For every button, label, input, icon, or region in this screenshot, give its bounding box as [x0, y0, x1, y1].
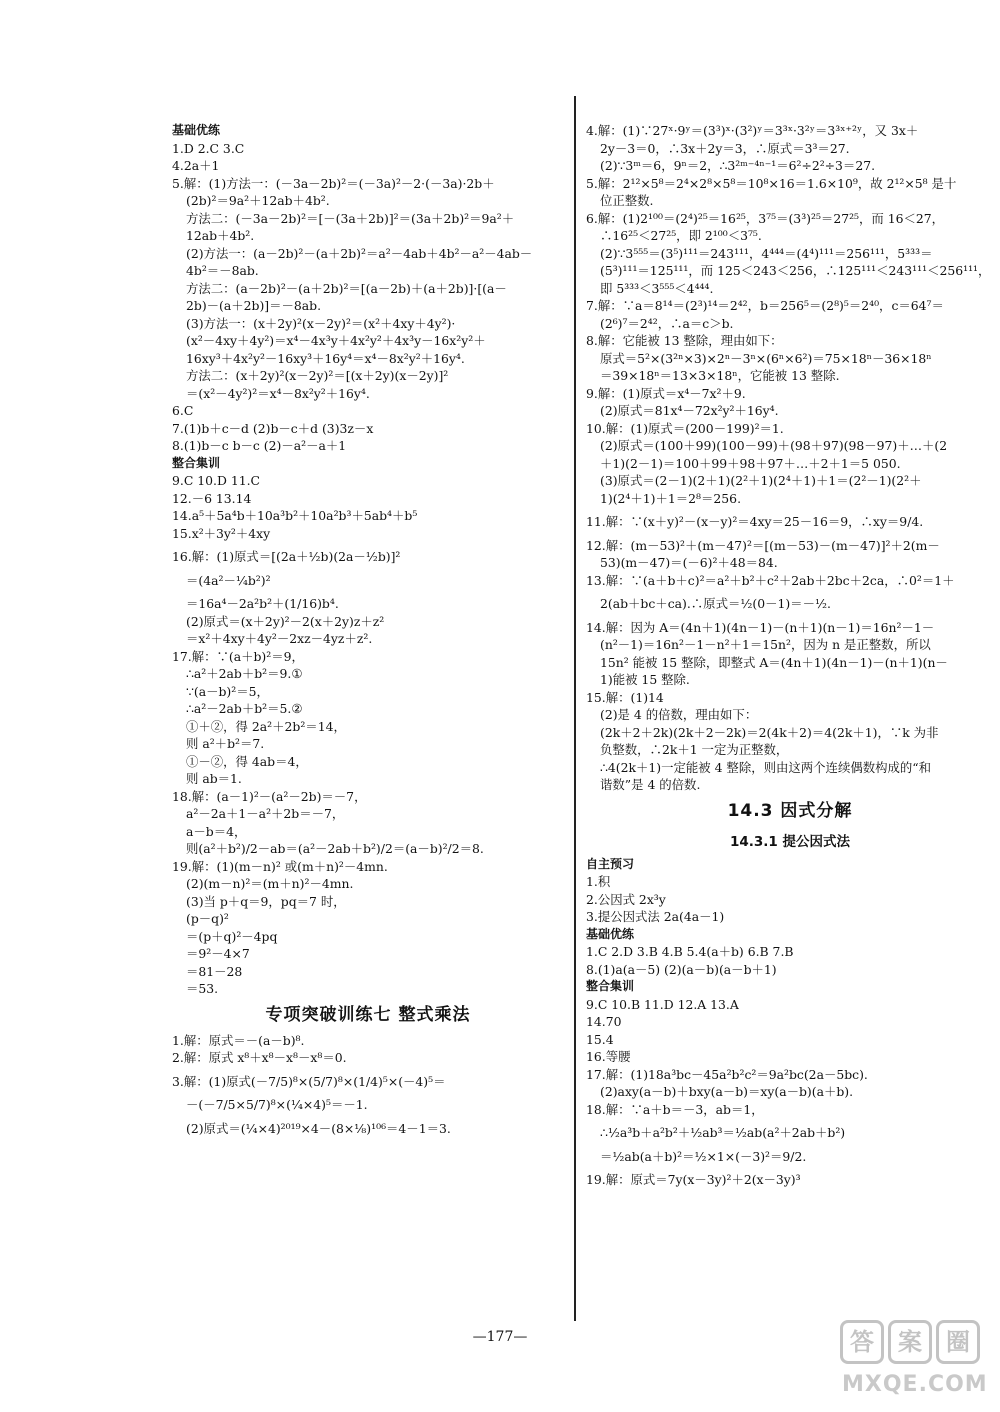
text-line: 7.(1)b＋c－d (2)b－c＋d (3)3z－x	[172, 420, 374, 436]
left-column	[172, 122, 564, 1137]
text-line: 1)(2⁴＋1)＋1＝2⁸＝256.	[600, 490, 742, 506]
text-line: 13.解：∵(a＋b＋c)²＝a²＋b²＋c²＋2ab＋2bc＋2ca，∴0²＝1＋	[586, 572, 955, 588]
text-line: 17.解：∵(a＋b)²＝9，	[172, 648, 304, 664]
text-line: (2k＋2＋2k)(2k＋2－2k)＝2(4k＋2)＝4(2k＋1)，∵k 为非	[600, 724, 939, 740]
text-line: ＋1)(2－1)＝100＋99＋98＋97＋…＋2＋1＝5 050.	[600, 455, 901, 471]
text-line: 2b)－(a＋2b)]＝－8ab.	[186, 298, 322, 313]
watermark-url: MXQE.COM	[842, 1372, 988, 1397]
text-line: 8.解：它能被 13 整除，理由如下：	[586, 333, 783, 348]
section-title: 14.3 因式分解	[727, 800, 853, 821]
text-line: 15.4	[586, 1031, 614, 1047]
text-line: 2.公因式 2x³y	[586, 891, 666, 907]
text-line: 方法二：(－3a－2b)²＝[－(3a＋2b)]²＝(3a＋2b)²＝9a²＋	[186, 210, 515, 226]
text-line: 4.2a＋1	[172, 158, 220, 173]
text-line: ∴16²⁵＜27²⁵，即 2¹⁰⁰＜3⁷⁵.	[600, 228, 762, 243]
text-line: ＝9²－4×7	[186, 946, 250, 961]
section-heading: 基础优练	[586, 926, 635, 941]
text-line: ＝(x²－4y²)²＝x⁴－8x²y²＋16y⁴.	[186, 385, 370, 401]
text-line: (2)(m－n)²＝(m＋n)²－4mn.	[186, 876, 354, 891]
text-line: (p－q)²	[186, 911, 229, 926]
text-line: ＝½ab(a＋b)²＝½×1×(－3)²＝9/2.	[600, 1148, 807, 1164]
text-line: ＝81－28	[186, 963, 243, 979]
text-line: 位正整数.	[600, 193, 654, 208]
text-line: ＝16a⁴－2a²b²＋(1/16)b⁴.	[186, 596, 339, 611]
text-line: 1.解：原式＝－(a－b)⁸.	[172, 1032, 305, 1048]
right-column	[586, 122, 994, 1189]
text-line: 19.解：原式＝7y(x－3y)²＋2(x－3y)³	[586, 1172, 801, 1187]
text-line: 11.解：∵(x＋y)²－(x－y)²＝4xy＝25－16＝9，∴xy＝9/4.	[586, 514, 924, 529]
text-line: (3)原式＝(2－1)(2＋1)(2²＋1)(2⁴＋1)＋1＝(2²－1)(2²＋	[600, 473, 922, 488]
text-line: 16xy³＋4x²y²－16xy³＋16y⁴＝x⁴－8x²y²＋16y⁴.	[186, 350, 465, 366]
text-line: ＝x²＋4xy＋4y²－2xz－4yz＋z².	[186, 631, 373, 646]
text-line: 1.C 2.D 3.B 4.B 5.4(a＋b) 6.B 7.B	[586, 944, 794, 959]
text-line: ＝39×18ⁿ＝13×3×18ⁿ，它能被 13 整除.	[600, 368, 840, 383]
text-line: (2⁶)⁷＝2⁴²，∴a＝c＞b.	[600, 315, 734, 331]
text-line: 19.解：(1)(m－n)² 或(m＋n)²－4mn.	[172, 858, 388, 874]
text-line: 8.(1)a(a－5) (2)(a－b)(a－b＋1)	[586, 961, 777, 977]
text-line: 2y－3＝0，∴3x＋2y＝3，∴原式＝3³＝27.	[600, 140, 850, 156]
column-divider	[574, 96, 576, 1321]
text-line: 8.(1)b－c b－c (2)－a²－a＋1	[172, 438, 347, 453]
text-line: 18.解：∵a＋b＝－3，ab＝1，	[586, 1101, 764, 1117]
text-line: ∴a²＋2ab＋b²＝9.①	[186, 666, 303, 681]
text-line: 12.－6 13.14	[172, 490, 252, 506]
text-line: (2)原式＝(x＋2y)²－2(x＋2y)z＋z²	[186, 613, 385, 629]
text-line: 1.积	[586, 874, 611, 889]
watermark-logo	[838, 1316, 996, 1408]
text-line: 4.解：(1)∵27ˣ·9ʸ＝(3³)ˣ·(3²)ʸ＝3³ˣ·3²ʸ＝3³ˣ⁺²ʸ，又 3x＋	[586, 123, 919, 138]
text-line: 3.解：(1)原式(－7/5)⁸×(5/7)⁸×(1/4)⁵×(－4)⁵＝	[172, 1073, 446, 1089]
text-line: 9.解：(1)原式＝x⁴－7x²＋9.	[586, 385, 746, 401]
text-line: a²－2a＋1－a²＋2b＝－7，	[186, 806, 345, 821]
text-line: (x²－4xy＋4y²)＝x⁴－4x³y＋4x²y²＋4x³y－16x²y²＋	[186, 333, 486, 348]
text-line: 则(a²＋b²)/2－ab＝(a²－2ab＋b²)/2＝(a－b)²/2＝8.	[186, 841, 484, 856]
text-line: (2)原式＝81x⁴－72x²y²＋16y⁴.	[600, 403, 779, 418]
section-title: 专项突破训练七 整式乘法	[265, 1004, 471, 1025]
section-heading: 基础优练	[172, 123, 221, 137]
text-line: 原式＝5²×(3²ⁿ×3)×2ⁿ－3ⁿ×(6ⁿ×6²)＝75×18ⁿ－36×18ⁿ	[600, 350, 932, 366]
text-line: 9.C 10.D 11.C	[172, 473, 261, 488]
text-line: 16.解：(1)原式＝[(2a＋½b)(2a－½b)]²	[172, 549, 401, 564]
text-line: 方法二：(a－2b)²－(a＋2b)²＝[(a－2b)＋(a＋2b)]·[(a－	[186, 280, 507, 296]
text-line: 1)能被 15 整除.	[600, 672, 690, 687]
text-line: ∴4(2k＋1)一定能被 4 整除，则由这两个连续偶数构成的“和	[600, 759, 932, 775]
text-line: (2)∵3⁵⁵⁵＝(3⁵)¹¹¹＝243¹¹¹，4⁴⁴⁴＝(4⁴)¹¹¹＝256¹¹¹，5³³³＝	[600, 245, 933, 261]
text-line: 14.70	[586, 1014, 622, 1029]
text-line: 15.解：(1)14	[586, 689, 664, 705]
text-line: (2)∵3ᵐ＝6，9ⁿ＝2，∴3²ᵐ⁻⁴ⁿ⁻¹＝6²÷2²÷3＝27.	[600, 158, 876, 173]
text-line: ＝(p＋q)²－4pq	[186, 928, 278, 944]
text-line: (3)方法一：(x＋2y)²(x－2y)²＝(x²＋4xy＋4y²)·	[186, 315, 456, 331]
text-line: 即 5³³³＜3⁵⁵⁵＜4⁴⁴⁴.	[600, 280, 714, 296]
text-line: (2)原式＝(¼×4)²⁰¹⁹×4－(8×⅛)¹⁰⁶＝4－1＝3.	[186, 1120, 451, 1136]
text-line: (2)axy(a－b)＋bxy(a－b)＝xy(a－b)(a＋b).	[600, 1084, 854, 1099]
text-line: (2)原式＝(100＋99)(100－99)＋(98＋97)(98－97)＋…＋(2	[600, 438, 948, 453]
text-line: 18.解：(a－1)²－(a²－2b)＝－7，	[172, 788, 367, 804]
watermark-char: 答	[840, 1320, 884, 1364]
text-line: 6.C	[172, 403, 194, 418]
text-line: 9.C 10.B 11.D 12.A 13.A	[586, 996, 739, 1012]
text-line: 方法二：(x＋2y)²(x－2y)²＝[(x＋2y)(x－2y)]²	[186, 368, 449, 383]
text-line: (3)当 p＋q＝9，pq＝7 时，	[186, 893, 346, 909]
watermark-char: 案	[888, 1320, 932, 1364]
text-line: ∴½a³b＋a²b²＋½ab³＝½ab(a²＋2ab＋b²)	[600, 1125, 846, 1140]
text-line: 4b²＝－8ab.	[186, 263, 259, 278]
text-line: 1.D 2.C 3.C	[172, 140, 245, 156]
text-line: ∵(a－b)²＝5，	[186, 683, 269, 699]
section-heading: 整合集训	[586, 979, 635, 993]
text-line: a－b＝4，	[186, 823, 247, 839]
text-line: 负整数，∴2k＋1 一定为正整数，	[600, 742, 789, 757]
text-line: 2(ab＋bc＋ca).∴原式＝½(0－1)＝－½.	[600, 596, 831, 611]
text-line: 5.解：2¹²×5⁸＝2⁴×2⁸×5⁸＝10⁸×16＝1.6×10⁹，故 2¹²×5⁸ 是十	[586, 175, 957, 191]
text-line: 14.a⁵＋5a⁴b＋10a³b²＋10a²b³＋5ab⁴＋b⁵	[172, 508, 418, 523]
text-line: 6.解：(1)2¹⁰⁰＝(2⁴)²⁵＝16²⁵，3⁷⁵＝(3³)²⁵＝27²⁵，而 16＜27，	[586, 210, 945, 226]
text-line: (n²－1)＝16n²－1－n²＋1＝15n²，因为 n 是正整数，所以	[600, 637, 931, 652]
text-line: 17.解：(1)18a³bc－45a²b²c²＝9a²bc(2a－5bc).	[586, 1066, 868, 1082]
text-line: ①＋②，得 2a²＋2b²＝14，	[186, 718, 346, 734]
text-line: 10.解：(1)原式＝(200－199)²＝1.	[586, 420, 784, 436]
text-line: 7.解：∵a＝8¹⁴＝(2³)¹⁴＝2⁴²，b＝256⁵＝(2⁸)⁵＝2⁴⁰，c＝64⁷＝	[586, 298, 944, 313]
page-number: —177—	[472, 1329, 528, 1345]
text-line: 5.解：(1)方法一：(－3a－2b)²＝(－3a)²－2·(－3a)·2b＋	[172, 175, 495, 191]
section-heading: 自主预习	[586, 856, 635, 871]
section-heading: 整合集训	[172, 455, 221, 470]
text-line: ①－②，得 4ab＝4，	[186, 753, 308, 769]
watermark-char: 圈	[936, 1320, 980, 1364]
text-line: ∴a²－2ab＋b²＝5.②	[186, 701, 303, 716]
text-line: (2)方法一：(a－2b)²－(a＋2b)²＝a²－4ab＋4b²－a²－4ab－	[186, 245, 533, 261]
text-line: 53)(m－47)＝(－6)²＋48＝84.	[600, 555, 778, 570]
text-line: (2b)²＝9a²＋12ab＋4b².	[186, 193, 330, 208]
text-line: ＝53.	[186, 981, 219, 996]
text-line: 12ab＋4b².	[186, 228, 255, 243]
text-line: －(－7/5×5/7)⁸×(¼×4)⁵＝－1.	[186, 1097, 368, 1112]
text-line: 16.等腰	[586, 1049, 631, 1064]
text-line: 谐数”是 4 的倍数.	[600, 777, 701, 792]
text-line: 15n² 能被 15 整除，即整式 A＝(4n＋1)(4n－1)－(n＋1)(n－	[600, 654, 948, 670]
text-line: 3.提公因式法 2a(4a－1)	[586, 909, 725, 924]
text-line: 14.解：因为 A＝(4n＋1)(4n－1)－(n＋1)(n－1)＝16n²－1－	[586, 619, 935, 635]
text-line: 12.解：(m－53)²＋(m－47)²＝[(m－53)－(m－47)]²＋2(m－	[586, 537, 940, 553]
text-line: (5³)¹¹¹＝125¹¹¹，而 125＜243＜256，∴125¹¹¹＜243¹¹¹＜256¹¹¹，	[600, 263, 991, 278]
text-line: 15.x²＋3y²＋4xy	[172, 525, 271, 541]
text-line: ＝(4a²－¼b²)²	[186, 572, 271, 588]
text-line: 则 a²＋b²＝7.	[186, 736, 265, 751]
subsection-title: 14.3.1 提公因式法	[729, 833, 851, 850]
text-line: (2)是 4 的倍数，理由如下：	[600, 707, 758, 722]
text-line: 2.解：原式 x⁸＋x⁸－x⁸－x⁸＝0.	[172, 1050, 347, 1065]
text-line: 则 ab＝1.	[186, 771, 242, 786]
